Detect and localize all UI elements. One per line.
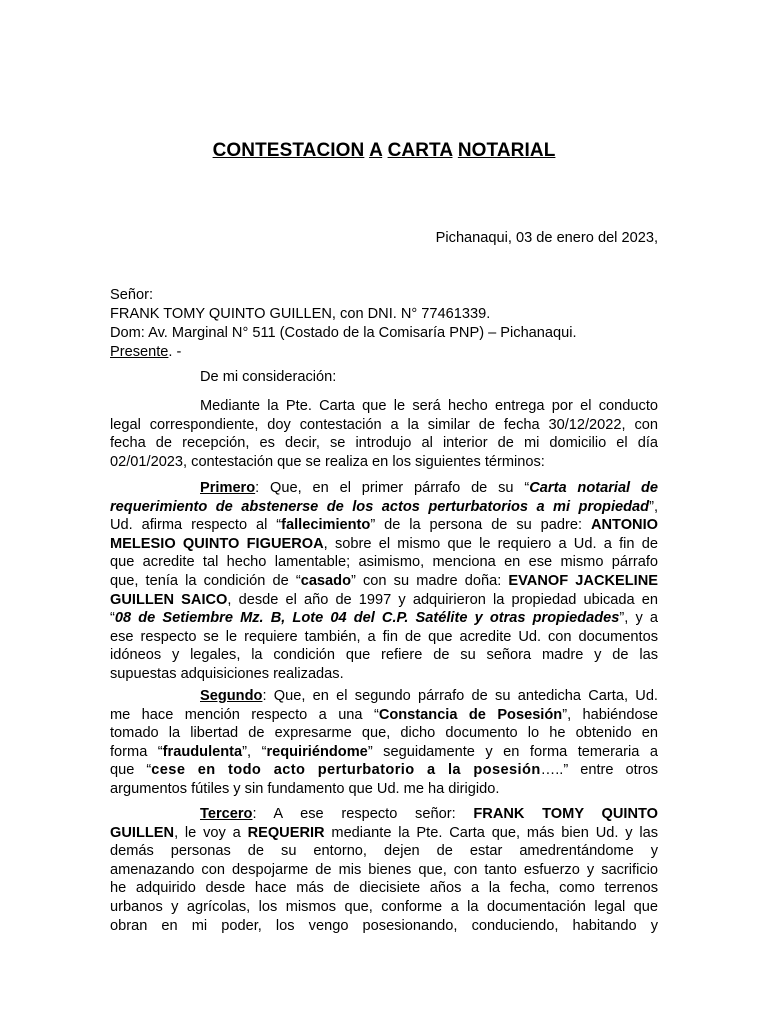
text-line <box>110 498 658 517</box>
text-line: idóneos y legales, la condición que refiere de su señora madre y de las <box>110 647 658 664</box>
title-word: A <box>369 140 383 161</box>
text-line <box>110 743 658 762</box>
text-line: ese respecto se le requiere también, a fin de que acredite Ud. con documentos <box>110 628 658 645</box>
text-run: que, tenía la condición de “ <box>110 572 301 589</box>
text-run: que “ <box>110 762 152 779</box>
bold-run: requiriéndome <box>266 743 368 760</box>
text-line: obran en mi poder, los vengo posesionando, conduciendo, habitando y <box>110 917 658 934</box>
presente-word: Presente <box>110 344 169 360</box>
text-run: Ud. afirma respecto al “ <box>110 517 282 534</box>
text-line <box>110 805 658 824</box>
text-line <box>110 479 658 498</box>
bold-run: fallecimiento <box>281 517 371 534</box>
section-heading-tercero: Tercero <box>200 806 253 822</box>
bold-run: Constancia de Posesión <box>378 706 563 723</box>
text-run: ”, y a <box>619 610 658 627</box>
text-run: ” de la persona de su padre: <box>370 517 591 534</box>
document-title <box>0 140 768 162</box>
text-line: argumentos fútiles y sin fundamento que Ud. me ha dirigido. <box>110 780 500 797</box>
text-run: forma “ <box>110 743 163 760</box>
text-line <box>110 761 658 780</box>
emphasis-run: Carta notarial de <box>529 480 658 496</box>
text-run: ”, habiéndose <box>562 706 658 723</box>
text-line: 02/01/2023, contestación que se realiza en los siguientes términos: <box>110 453 545 470</box>
text-line: legal correspondiente, doy contestación a la similar de fecha 30/12/2022, con <box>110 416 658 433</box>
section-heading-segundo: Segundo <box>200 688 263 704</box>
text-run: : Que, en el primer párrafo de su “ <box>255 480 530 496</box>
text-run: , le voy a <box>174 824 248 841</box>
title-word: NOTARIAL <box>457 140 556 161</box>
text-run: , sobre el mismo que le requiero a Ud. a fin de <box>323 535 658 552</box>
text-line: que acredite tal hecho lamentable; asimismo, menciona en ese mismo párrafo <box>110 554 658 571</box>
text-line <box>110 687 658 706</box>
text-run: ”, “ <box>242 743 267 760</box>
text-run: ”, <box>649 498 658 515</box>
bold-run: fraudulenta <box>162 743 243 760</box>
text-run: ” con su madre doña: <box>351 572 509 589</box>
text-line <box>110 591 658 610</box>
text-line: he adquirido desde hace más de diecisiete años a la fecha, como terrenos <box>110 880 658 897</box>
emphasis-run: requerimiento de abstenerse de los actos perturbatorios a mi propiedad <box>110 498 650 515</box>
greeting: De mi consideración: <box>200 369 337 385</box>
presente-line <box>110 343 577 362</box>
date-line: Pichanaqui, 03 de enero del 2023, <box>435 230 658 246</box>
section-heading-primero: Primero <box>200 480 256 496</box>
text-run: : Que, en el segundo párrafo de su antedicha Carta, Ud. <box>262 688 658 704</box>
bold-run: GUILLEN SAICO <box>110 591 228 608</box>
text-line <box>110 516 658 535</box>
text-line: fecha de recepción, es decir, se introdujo al interior de mi domicilio el día <box>110 435 658 452</box>
text-line: Mediante la Pte. Carta que le será hecho entrega por el conducto <box>200 398 658 414</box>
bold-run: GUILLEN <box>110 824 175 841</box>
text-line <box>110 706 658 725</box>
text-run: …..” entre otros <box>540 762 658 779</box>
text-run: , desde el año de 1997 y adquirieron la propiedad ubicada en <box>227 591 658 608</box>
title-word: CONTESTACION <box>212 140 365 161</box>
bold-run: ANTONIO <box>590 517 658 534</box>
title-word: CARTA <box>387 140 453 161</box>
text-line: tomado la libertad de expresarme que, dicho documento lo he obtenido en <box>110 725 658 742</box>
text-line: supuestas adquisiciones realizadas. <box>110 665 344 682</box>
text-line <box>110 535 658 554</box>
bold-run: REQUERIR <box>247 824 325 841</box>
text-line <box>110 824 658 843</box>
bold-run: FRANK TOMY QUINTO <box>473 806 659 822</box>
bold-run: EVANOF JACKELINE <box>508 572 659 589</box>
text-run: me hace mención respecto a una “ <box>110 706 379 723</box>
addressee-address-line: Dom: Av. Marginal N° 511 (Costado de la Comisaría PNP) – Pichanaqui. <box>110 325 577 341</box>
text-line: demás personas de su entorno, dejen de estar amedrentándome y <box>110 843 658 860</box>
bold-run: MELESIO QUINTO FIGUEROA <box>110 535 324 552</box>
paragraph-segundo <box>110 687 658 799</box>
paragraph-tercero <box>110 805 658 935</box>
presente-suffix: . - <box>168 344 182 360</box>
intro-paragraph <box>110 397 658 471</box>
salutation-line: Señor: <box>110 287 153 303</box>
paragraph-primero <box>110 479 658 684</box>
emphasis-run: 08 de Setiembre Mz. B, Lote 04 del C.P. Satélite y otras propiedades <box>114 610 620 627</box>
bold-run: cese en todo acto perturbatorio a la posesión <box>151 762 541 779</box>
text-run: “ <box>110 610 115 627</box>
bold-run: casado <box>300 572 351 589</box>
text-run: : A ese respecto señor: <box>252 806 474 822</box>
addressee-block <box>110 286 577 362</box>
text-line: amenazando con despojarme de mis bienes que, con tanto esfuerzo y sacrificio <box>110 861 658 878</box>
text-line <box>110 572 658 591</box>
text-run: mediante la Pte. Carta que, más bien Ud. y las <box>324 824 658 841</box>
addressee-name-line: FRANK TOMY QUINTO GUILLEN, con DNI. N° 77461339. <box>110 306 491 322</box>
text-line <box>110 609 658 628</box>
text-line: urbanos y agrícolas, los mismos que, conforme a la documentación legal que <box>110 898 658 915</box>
text-run: ” seguidamente y en forma temeraria a <box>367 743 658 760</box>
